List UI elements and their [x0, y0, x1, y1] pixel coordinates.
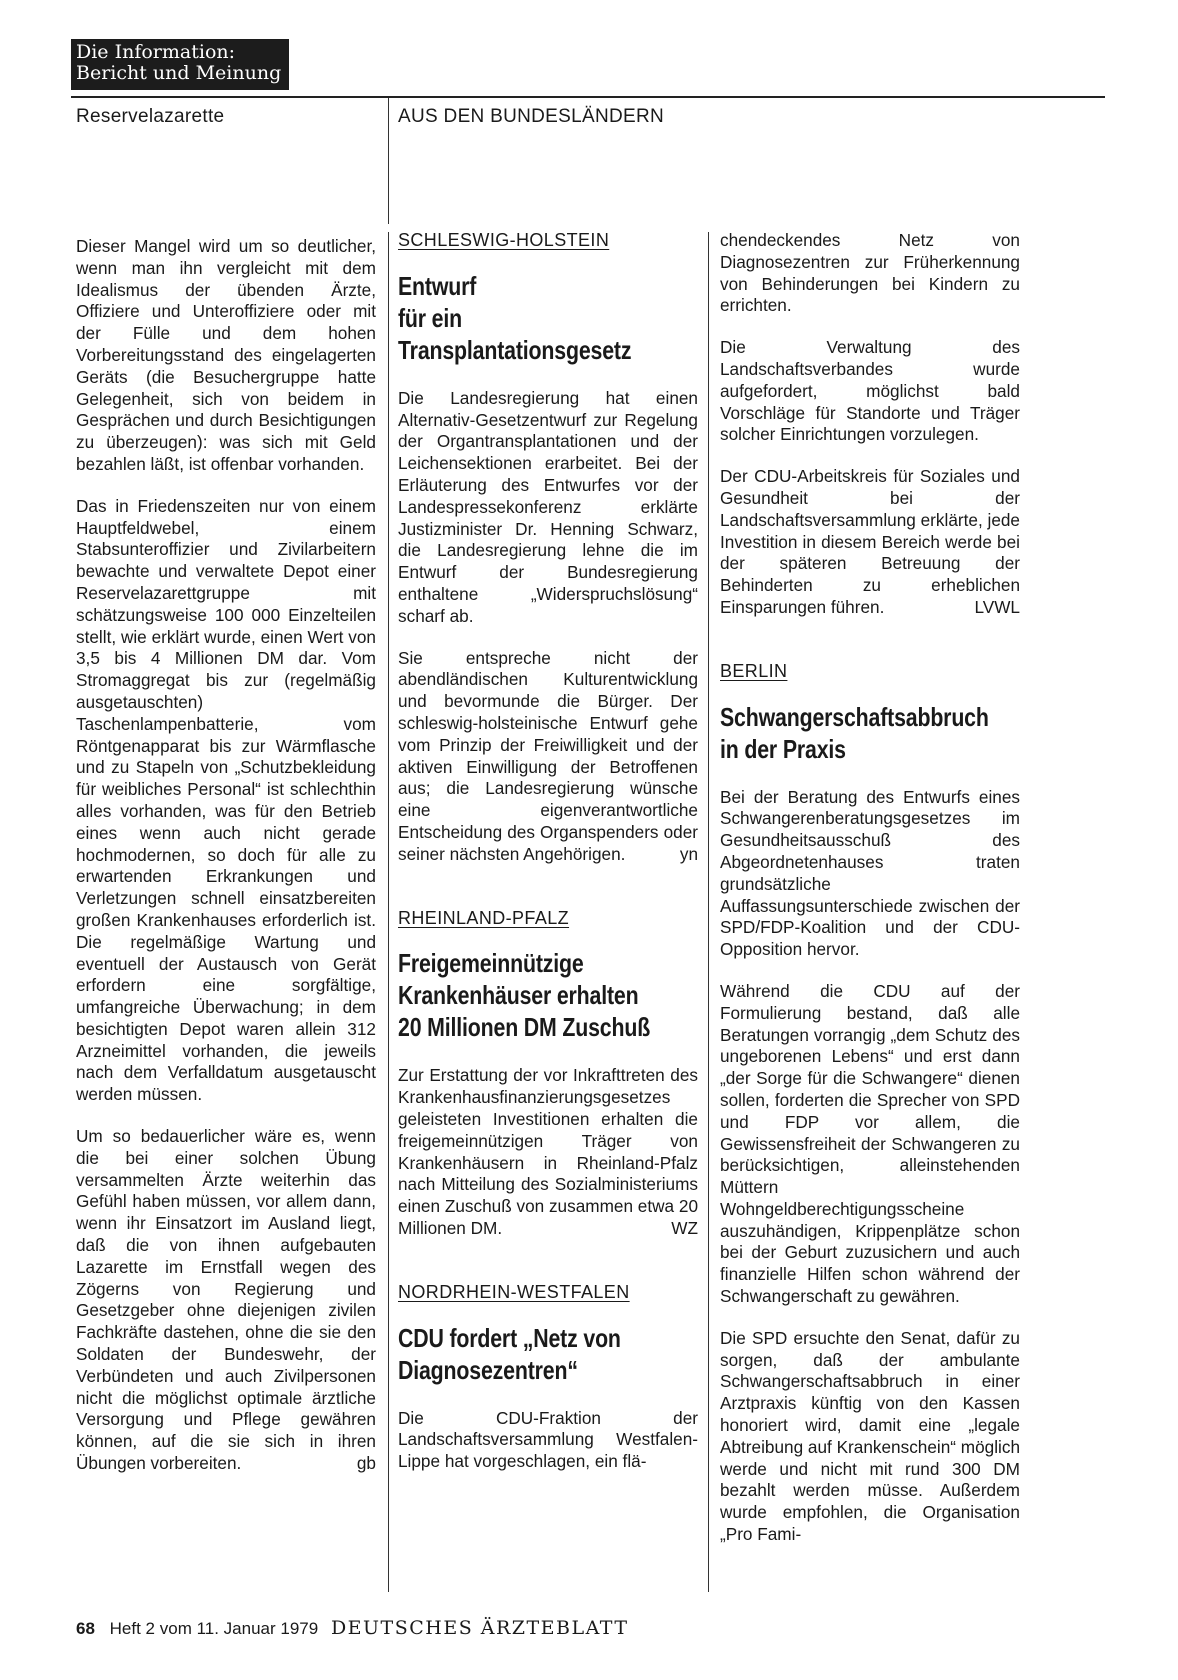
paragraph: [76, 1126, 376, 1475]
author-initials: LVWL: [974, 596, 1020, 617]
article-headline: [398, 1322, 698, 1386]
section-label: BERLIN: [720, 660, 788, 681]
column-rule-top: [388, 98, 389, 224]
section-badge: [71, 39, 289, 90]
column-1: [76, 236, 376, 1495]
headline-line: Schwangerschaftsabbruch: [720, 701, 989, 732]
article-headline: [398, 947, 698, 1043]
paragraph: Die Landesregierung hat einen Alternativ-Gesetzentwurf zur Regelung der Organtransplantationen und der Leichensektionen erarbeitet. Bei der Erläuterung des Entwurfes vor der Landespressekonferenz erklärte Justizminister Dr. Henning Schwarz, die Landesregierung lehne die im Entwurf der Bundesregierung enthaltene „Widerspruchslösung“ scharf ab.: [398, 387, 698, 626]
paragraph-text: Sie entspreche nicht der abendländischen Kulturentwicklung und bevormunde die Bürger. Der schleswig-holsteinische Entwurf gehe vom Prinzip der Freiwilligkeit und der aktiven Einwilligung der Betroffenen aus; die Landesregierung wünsche eine eigenverantwortliche Entscheidung des Organspenders oder seiner nächsten Angehörigen.: [398, 647, 698, 864]
paragraph: Die Verwaltung des Landschaftsverbandes wurde aufgefordert, möglichst bald Vorschläge für Standorte und Träger solcher Einrichtungen vorzulegen.: [720, 337, 1020, 445]
column-rule-1: [388, 232, 389, 1592]
paragraph: Das in Friedenszeiten nur von einem Hauptfeldwebel, einem Stabsunteroffizier und Zivilarbeitern bewachte und verwaltete Depot einer Reservelazarettgruppe mit schätzungsweise 100 000 Einzelteilen stellt, wie erklärt wurde, einen Wert von 3,5 bis 4 Millionen DM dar. Vom Stromaggregat bis zur (regelmäßig ausgetauschten) Taschenlampenbatterie, vom Röntgenapparat bis zur Wärmflasche und zu Stapeln von „Schutzbekleidung für weibliches Personal“ ist schlechthin alles vorhanden, was für den Betrieb eines wenn auch nicht gerade hochmodernen, so doch für alle zu erwartenden Erkrankungen und Verletzungen schnell einsatzbereiten großen Krankenhauses erforderlich ist. Die regelmäßige Wartung und eventuell der Austausch von Gerät erfordern eine sorgfältige, umfangreiche Überwachung; in dem besichtigten Depot waren allein 312 Arzneimittel vorhanden, die jeweils nach dem Verfalldatum ausgetauscht werden müssen.: [76, 495, 376, 1105]
section-label: RHEINLAND-PFALZ: [398, 907, 570, 928]
headline-line: Freigemeinnützige: [398, 948, 584, 979]
section-label: NORDRHEIN-WESTFALEN: [398, 1281, 630, 1302]
paragraph-text: Um so bedauerlicher wäre es, wenn die bei einer solchen Übung versammelten Ärzte weiterhin das Gefühl haben müssen, vor allem dann, wenn ihr Einsatzort im Ausland liegt, daß die von ihnen aufgebauten Lazarette im Ernstfall wegen des Zögerns von Regierung und Gesetzgeber ohne diejenigen zivilen Fachkräfte dastehen, ohne die sie den Soldaten der Bundeswehr, der Verbündeten und auch Zivilpersonen nicht die möglichst optimale ärztliche Versorgung und Pflege gewähren können, auf die sie sich in ihren Übungen vorbereiten.: [76, 1126, 376, 1474]
paragraph: Die CDU-Fraktion der Landschaftsversammlung Westfalen-Lippe hat vorgeschlagen, ein flä-: [398, 1407, 698, 1472]
paragraph: Dieser Mangel wird um so deutlicher, wenn man ihn vergleicht mit dem Idealismus der übenden Ärzte, Offiziere und Unteroffiziere oder mit der Fülle und dem hohen Vorbereitungsstand des eingelagerten Geräts (die Besuchergruppe hatte Gelegenheit, sich von beidem in Gesprächen und durch Besichtigungen zu überzeugen): was sich mit Geld bezahlen läßt, ist offenbar vorhanden.: [76, 236, 376, 474]
headline-line: Diagnosezentren“: [398, 1354, 578, 1385]
paragraph-text: Der CDU-Arbeitskreis für Soziales und Gesundheit bei der Landschaftsversammlung erklärte, jede Investition in diesem Bereich werde bei der späteren Betreuung der Behinderten zu erheblichen Einsparungen führen.: [720, 466, 1020, 617]
paragraph: Bei der Beratung des Entwurfs eines Schwangerenberatungsgesetzes im Gesundheitsausschuß des Abgeordnetenhauses traten grundsätzliche Auffassungsunterschiede zwischen der SPD/FDP-Koalition und der CDU-Opposition hervor.: [720, 786, 1020, 960]
column-2: [398, 230, 698, 1493]
author-initials: yn: [679, 843, 698, 864]
running-head-left: Reservelazarette: [76, 106, 225, 127]
headline-line: Transplantationsgesetz: [398, 334, 632, 365]
page-footer: [76, 1617, 629, 1639]
page-number: 68: [76, 1619, 95, 1638]
column-3: [720, 230, 1020, 1566]
article-headline: [720, 701, 1020, 765]
headline-line: in der Praxis: [720, 733, 846, 764]
author-initials: WZ: [671, 1217, 698, 1238]
paragraph: Während die CDU auf der Formulierung bestand, daß alle Beratungen vorrangig „dem Schutz des ungeborenen Lebens“ und erst dann „der Sorge für die Schwangere“ dienen sollen, forderten die Sprecher von SPD und FDP vor allem, die Gewissensfreiheit der Schwangeren zu berücksichtigen, alleinstehenden Müttern Wohngeldberechtigungsscheine auszuhändigen, Krippenplätze schon bei der Geburt zuzusichern und auch finanzielle Hilfen schon während der Schwangerschaft zu gewähren.: [720, 980, 1020, 1307]
headline-line: für ein: [398, 302, 463, 333]
headline-line: Krankenhäuser erhalten: [398, 980, 639, 1011]
badge-line-2: Bericht und Meinung: [76, 62, 282, 84]
badge-line-1: Die Information:: [76, 41, 236, 63]
headline-line: CDU fordert „Netz von: [398, 1322, 621, 1353]
paragraph: [720, 466, 1020, 619]
paragraph-text: Zur Erstattung der vor Inkrafttreten des Krankenhausfinanzierungsgesetzes geleisteten Investitionen erhalten die freigemeinnützigen Träger von Krankenhäusern in Rheinland-Pfalz nach Mitteilung des Sozialministeriums einen Zuschuß von zusammen etwa 20 Millionen DM.: [398, 1065, 698, 1238]
article-headline: [398, 270, 698, 366]
magazine-title: DEUTSCHES ÄRZTEBLATT: [330, 1617, 629, 1639]
section-label: SCHLESWIG-HOLSTEIN: [398, 230, 610, 250]
header-rule: [71, 96, 1105, 98]
paragraph: [398, 1065, 698, 1239]
headline-line: Entwurf: [398, 270, 477, 301]
headline-line: 20 Millionen DM Zuschuß: [398, 1012, 651, 1043]
paragraph: chendeckendes Netz von Diagnosezentren zur Früherkennung von Behinderungen bei Kindern zu errichten.: [720, 230, 1020, 316]
column-rule-2: [708, 232, 709, 1592]
issue-info: Heft 2 vom 11. Januar 1979: [109, 1619, 319, 1638]
paragraph: Die SPD ersuchte den Senat, dafür zu sorgen, daß der ambulante Schwangerschaftsabbruch in einer Arztpraxis künftig von den Kassen honoriert wird, damit eine „legale Abtreibung auf Krankenschein“ möglich werde und nicht mit rund 300 DM bezahlt werden müsse. Außerdem wurde empfohlen, die Organisation „Pro Fami-: [720, 1327, 1021, 1545]
running-head-right: AUS DEN BUNDESLÄNDERN: [398, 106, 665, 127]
author-initials: gb: [356, 1453, 376, 1474]
paragraph: [398, 648, 698, 866]
